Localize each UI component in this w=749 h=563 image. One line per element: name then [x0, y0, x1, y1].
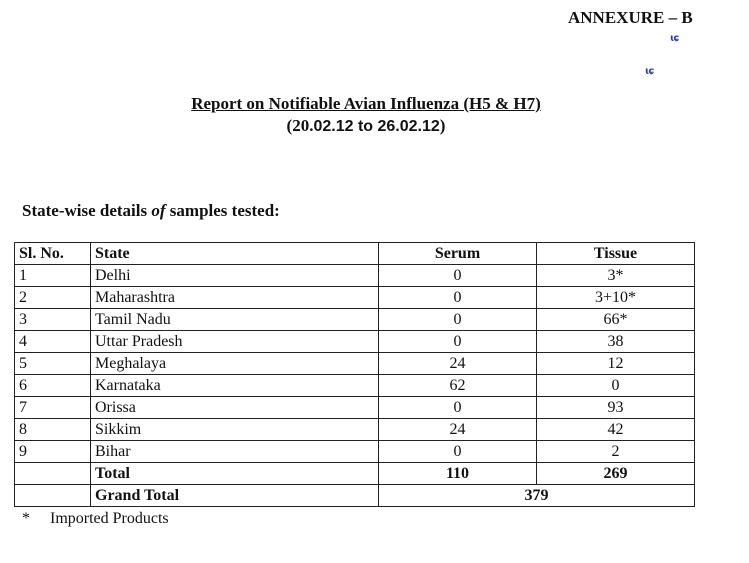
col-header-state: State: [91, 243, 379, 265]
period-close: ): [439, 116, 446, 135]
table-row: [15, 265, 695, 287]
grand-total-value: 379: [379, 485, 695, 507]
annexure-label: ANNEXURE – B: [568, 8, 693, 27]
cell-sl-no: 6: [15, 375, 91, 397]
cell-state: Uttar Pradesh: [91, 331, 379, 353]
grand-total-label: Grand Total: [91, 485, 379, 507]
heading-italic-word: of: [151, 201, 166, 220]
grand-total-row: [15, 485, 695, 507]
table-row: [15, 309, 695, 331]
cell-serum: 62: [379, 375, 537, 397]
cell-sl-no: 8: [15, 419, 91, 441]
cell-tissue: 38: [537, 331, 695, 353]
cell-state: Meghalaya: [91, 353, 379, 375]
col-header-tissue: Tissue: [537, 243, 695, 265]
cell-empty: [15, 463, 91, 485]
handwritten-mark: ɩɕ: [645, 66, 654, 77]
table-row: [15, 353, 695, 375]
cell-tissue: 3+10*: [537, 287, 695, 309]
cell-state: Karnataka: [91, 375, 379, 397]
footnote: [22, 510, 169, 528]
cell-sl-no: 1: [15, 265, 91, 287]
cell-serum: 0: [379, 331, 537, 353]
section-heading: [22, 201, 280, 221]
table-row: [15, 419, 695, 441]
cell-tissue: 2: [537, 441, 695, 463]
cell-state: Delhi: [91, 265, 379, 287]
cell-state: Tamil Nadu: [91, 309, 379, 331]
total-serum: 110: [379, 463, 537, 485]
cell-tissue: 93: [537, 397, 695, 419]
table-header-row: [15, 243, 695, 265]
cell-serum: 0: [379, 397, 537, 419]
col-header-sl-no: Sl. No.: [15, 243, 91, 265]
cell-sl-no: 9: [15, 441, 91, 463]
report-period: [170, 116, 562, 136]
cell-state: Maharashtra: [91, 287, 379, 309]
cell-state: Bihar: [91, 441, 379, 463]
table-row: [15, 397, 695, 419]
cell-serum: 0: [379, 265, 537, 287]
col-header-serum: Serum: [379, 243, 537, 265]
cell-sl-no: 2: [15, 287, 91, 309]
cell-tissue: 42: [537, 419, 695, 441]
cell-empty: [15, 485, 91, 507]
cell-sl-no: 5: [15, 353, 91, 375]
cell-serum: 0: [379, 309, 537, 331]
cell-serum: 24: [379, 353, 537, 375]
cell-tissue: 12: [537, 353, 695, 375]
cell-tissue: 0: [537, 375, 695, 397]
cell-state: Sikkim: [91, 419, 379, 441]
cell-state: Orissa: [91, 397, 379, 419]
cell-serum: 0: [379, 287, 537, 309]
total-label: Total: [91, 463, 379, 485]
cell-serum: 24: [379, 419, 537, 441]
heading-part-2: samples tested:: [165, 201, 280, 220]
cell-sl-no: 4: [15, 331, 91, 353]
cell-tissue: 66*: [537, 309, 695, 331]
cell-sl-no: 7: [15, 397, 91, 419]
footnote-symbol: *: [22, 510, 30, 527]
samples-table: [14, 242, 695, 507]
handwritten-mark: ɩɕ: [670, 33, 679, 44]
report-title: Report on Notifiable Avian Influenza (H5 & H7): [191, 94, 541, 113]
period-open: (20.: [286, 116, 314, 135]
cell-tissue: 3*: [537, 265, 695, 287]
period-middle: 02.12 to 26.02.12: [313, 118, 440, 135]
table-row: [15, 331, 695, 353]
total-row: [15, 463, 695, 485]
heading-part-1: State-wise details: [22, 201, 152, 220]
table-row: [15, 441, 695, 463]
total-tissue: 269: [537, 463, 695, 485]
table-row: [15, 375, 695, 397]
cell-serum: 0: [379, 441, 537, 463]
table-body: [15, 265, 695, 507]
table-row: [15, 287, 695, 309]
cell-sl-no: 3: [15, 309, 91, 331]
footnote-text: Imported Products: [50, 510, 169, 527]
